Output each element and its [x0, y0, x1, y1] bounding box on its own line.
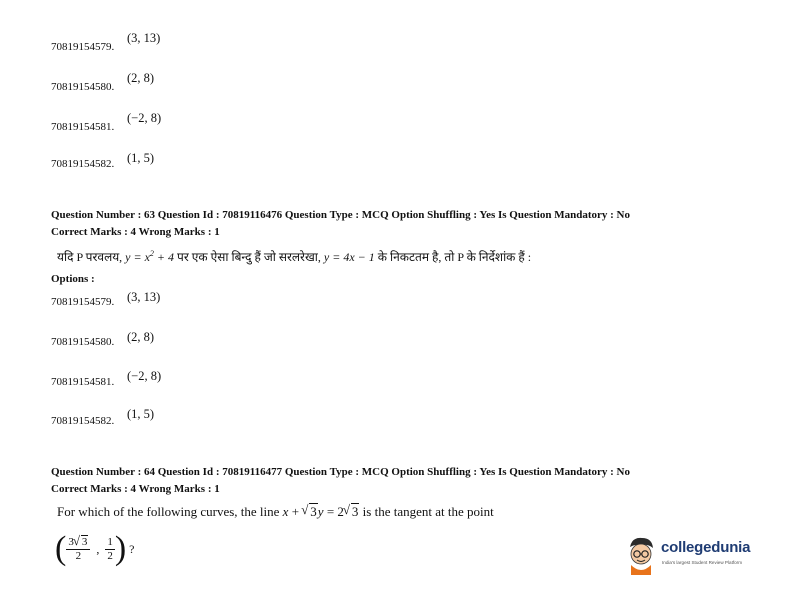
- question-text-part: पर एक ऐसा बिन्दु हैं जो सरलरेखा,: [177, 250, 321, 264]
- eq-part: +: [288, 504, 303, 519]
- eq-part: y: [317, 504, 324, 519]
- options-label: Options :: [51, 273, 95, 285]
- point-expression: [55, 532, 134, 566]
- eq-exponent: 2: [149, 249, 154, 258]
- comma: ,: [96, 541, 100, 556]
- eq-part: x: [282, 504, 289, 519]
- collegedunia-logo: [624, 533, 764, 577]
- option-id: 70819154582.: [51, 415, 115, 427]
- option-id: 70819154581.: [51, 376, 115, 388]
- denominator: 2: [75, 549, 82, 562]
- eq-part: = 2: [323, 504, 344, 519]
- sqrt-symbol: [302, 504, 318, 520]
- numerator: 1: [107, 535, 113, 548]
- eq-part: + 4: [153, 250, 175, 264]
- equation-tangent-line: [283, 504, 363, 519]
- question-text: [57, 504, 494, 520]
- eq-part: y = x: [125, 250, 150, 264]
- question-mark: ?: [129, 541, 135, 556]
- right-paren: ): [114, 530, 127, 567]
- eq-radicand: 3: [81, 535, 88, 548]
- question-text: [57, 248, 531, 265]
- option-value: (−2, 8): [127, 369, 162, 383]
- sqrt-symbol: [74, 536, 89, 549]
- question-meta: Question Number : 64 Question Id : 70819116477 Question Type : MCQ Option Shuffling : Yes Is Question Mandatory : No: [51, 466, 630, 478]
- logo-brand: collegedunia: [661, 539, 751, 556]
- option-value: (2, 8): [127, 330, 155, 344]
- eq-part: 3: [68, 535, 74, 548]
- numerator: [66, 536, 90, 550]
- option-id: 70819154579.: [51, 41, 115, 53]
- question-marks: Correct Marks : 4 Wrong Marks : 1: [51, 226, 220, 238]
- question-text-part: के निकटतम है, तो P के निर्देशांक हैं :: [377, 250, 532, 264]
- option-value: (3, 13): [127, 31, 161, 45]
- equation-line: y = 4x − 1: [323, 250, 375, 264]
- equation-parabola: [125, 250, 174, 264]
- option-value: (2, 8): [127, 71, 155, 85]
- option-value: (1, 5): [127, 407, 155, 421]
- question-text-part: is the tangent at the point: [362, 504, 494, 519]
- option-id: 70819154582.: [51, 158, 115, 170]
- student-mascot-icon: [624, 535, 658, 575]
- denominator: 2: [107, 549, 113, 562]
- option-value: (−2, 8): [127, 111, 162, 125]
- question-marks: Correct Marks : 4 Wrong Marks : 1: [51, 483, 220, 495]
- question-text-part: For which of the following curves, the line: [57, 504, 280, 519]
- question-text-part: यदि P परवलय,: [57, 250, 123, 264]
- sqrt-symbol: [344, 504, 360, 520]
- eq-radicand: 3: [310, 504, 317, 519]
- question-meta: Question Number : 63 Question Id : 70819116476 Question Type : MCQ Option Shuffling : Yes Is Question Mandatory : No: [51, 209, 630, 221]
- option-value: (1, 5): [127, 151, 155, 165]
- fraction: [66, 536, 90, 563]
- fraction: [105, 536, 115, 563]
- left-paren: (: [55, 530, 67, 567]
- logo-tagline: India's largest Student Review Platform: [662, 560, 743, 565]
- option-id: 70819154580.: [51, 336, 115, 348]
- option-id: 70819154581.: [51, 121, 115, 133]
- option-id: 70819154579.: [51, 296, 115, 308]
- eq-radicand: 3: [351, 504, 359, 519]
- option-value: (3, 13): [127, 290, 161, 304]
- option-id: 70819154580.: [51, 81, 115, 93]
